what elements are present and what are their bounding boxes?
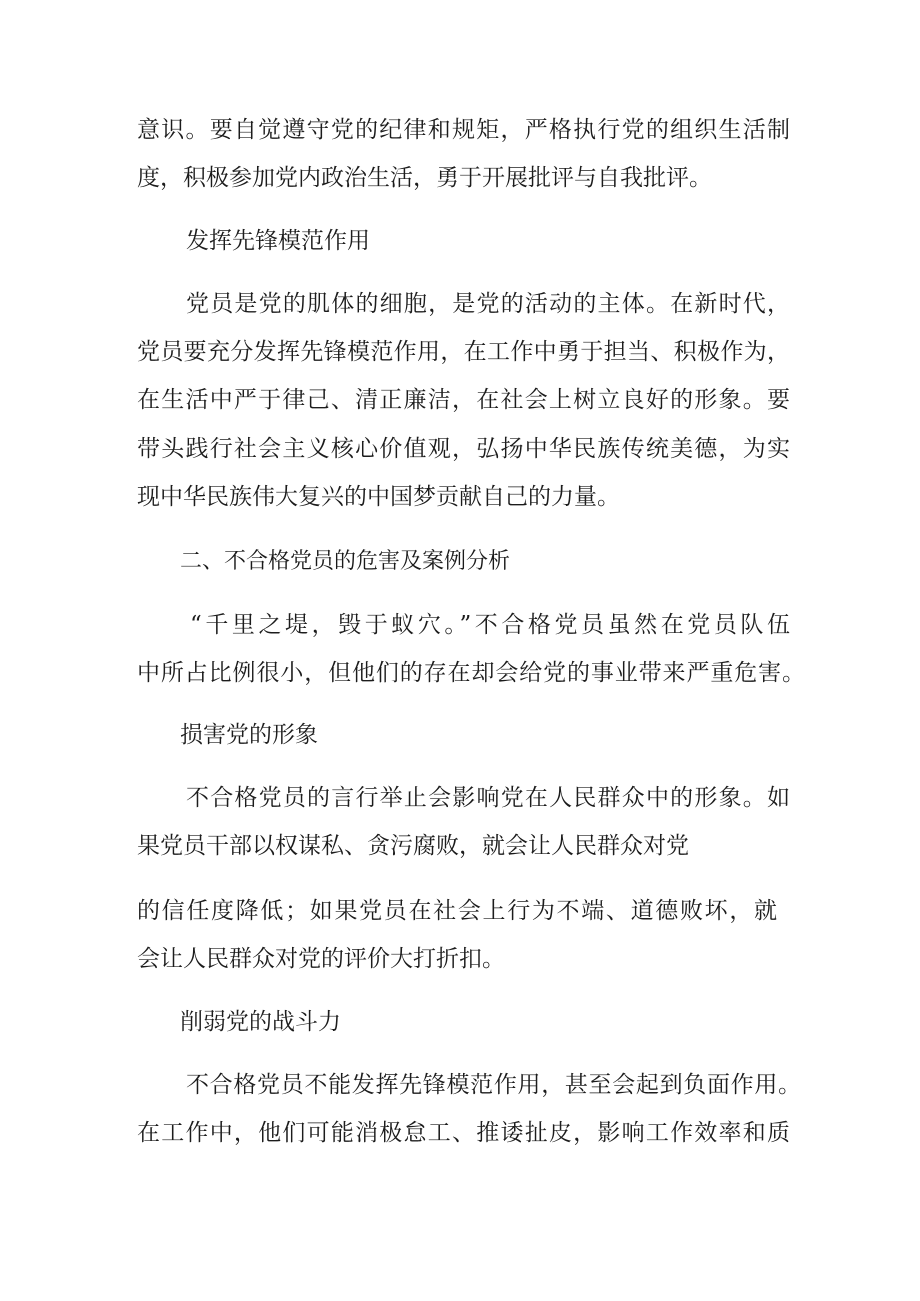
paragraph-line: “千里之堤，毁于蚁穴。”不合格党员虽然在党员队伍 — [190, 612, 790, 638]
paragraph-line: 度，积极参加党内政治生活，勇于开展批评与自我批评。 — [137, 165, 712, 191]
paragraph-line: 党员是党的肌体的细胞，是党的活动的主体。在新时代， — [186, 291, 790, 317]
paragraph-line: 的信任度降低；如果党员在社会上行为不端、道德败坏，就 — [137, 898, 777, 924]
section-heading: 发挥先锋模范作用 — [186, 228, 370, 254]
section-heading: 削弱党的战斗力 — [180, 1009, 341, 1035]
section-heading: 损害党的形象 — [180, 722, 318, 748]
paragraph-line: 果党员干部以权谋私、贪污腐败，就会让人民群众对党 — [137, 833, 689, 859]
paragraph-line: 中所占比例很小，但他们的存在却会给党的事业带来严重危害。 — [137, 660, 805, 686]
paragraph-line: 带头践行社会主义核心价值观，弘扬中华民族传统美德，为实 — [137, 436, 790, 462]
paragraph-line: 在工作中，他们可能消极怠工、推诿扯皮，影响工作效率和质 — [137, 1120, 790, 1146]
paragraph-line: 在生活中严于律己、清正廉洁，在社会上树立良好的形象。要 — [137, 387, 790, 413]
paragraph-line: 党员要充分发挥先锋模范作用，在工作中勇于担当、积极作为， — [137, 339, 790, 365]
paragraph-line: 意识。要自觉遵守党的纪律和规矩，严格执行党的组织生活制 — [137, 117, 790, 143]
paragraph-line: 不合格党员不能发挥先锋模范作用，甚至会起到负面作用。 — [186, 1072, 801, 1098]
paragraph-line: 不合格党员的言行举止会影响党在人民群众中的形象。如 — [186, 785, 790, 811]
paragraph-line: 现中华民族伟大复兴的中国梦贡献自己的力量。 — [137, 484, 620, 510]
paragraph-line: 会让人民群众对党的评价大打折扣。 — [137, 946, 505, 972]
chapter-heading: 二、不合格党员的危害及案例分析 — [180, 549, 511, 574]
